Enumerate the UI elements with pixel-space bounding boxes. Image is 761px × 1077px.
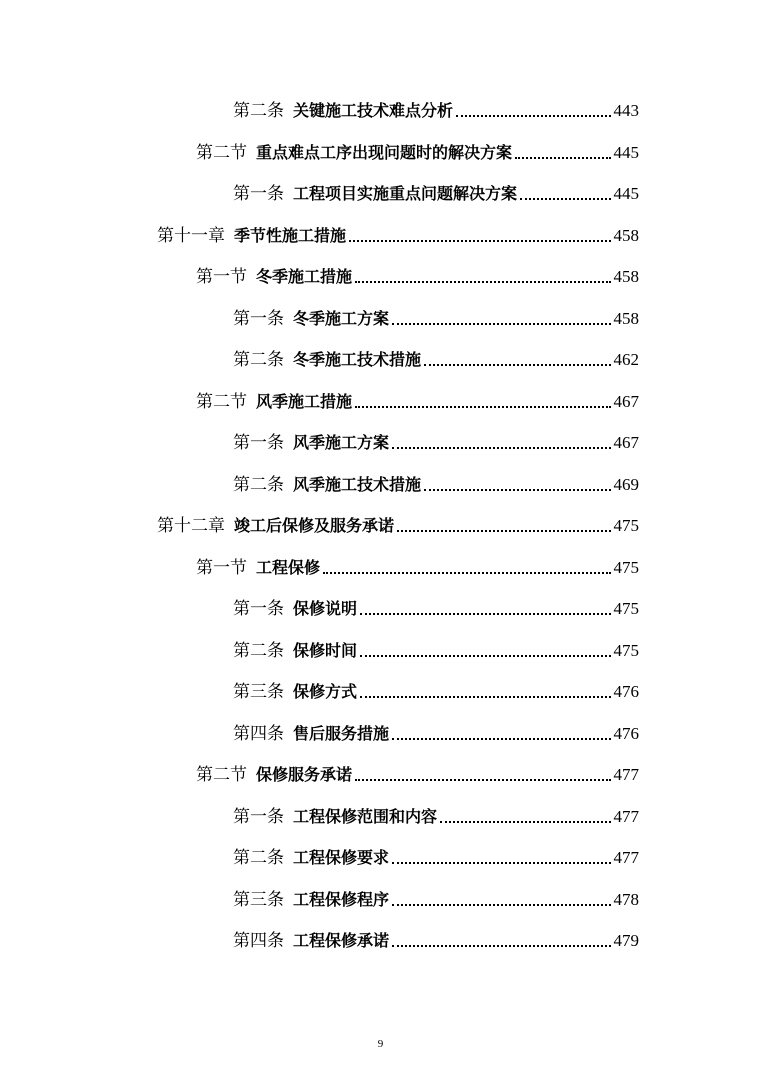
toc-entry[interactable] [157, 223, 639, 247]
toc-entry-title: 风季施工技术措施 [293, 475, 422, 494]
toc-entry-number: 第二条 [233, 848, 284, 868]
toc-entry[interactable] [233, 804, 639, 828]
toc-entry-page: 443 [613, 101, 639, 120]
toc-entry-number: 第一条 [233, 807, 284, 827]
toc-entry[interactable] [233, 306, 639, 330]
toc-entry-number: 第一节 [196, 267, 247, 287]
toc-entry-title: 冬季施工措施 [256, 267, 353, 286]
toc-entry-page: 458 [613, 309, 639, 328]
dot-leader [355, 779, 610, 781]
toc-entry-page: 445 [613, 184, 639, 203]
dot-leader [323, 572, 610, 574]
toc-entry-title: 保修说明 [293, 599, 358, 618]
toc-entry-page: 475 [613, 641, 639, 660]
toc-entry-number: 第十一章 [157, 226, 225, 246]
toc-entry-page: 467 [613, 392, 639, 411]
toc-entry-page: 475 [613, 558, 639, 577]
toc-entry[interactable] [196, 555, 639, 579]
toc-entry-page: 477 [613, 765, 639, 784]
toc-entry-title: 保修服务承诺 [256, 765, 353, 784]
toc-entry-number: 第二条 [233, 641, 284, 661]
toc-entry-number: 第三条 [233, 890, 284, 910]
toc-entry[interactable] [233, 887, 639, 911]
dot-leader [515, 157, 610, 159]
toc-entry[interactable] [233, 472, 639, 496]
toc-entry-page: 445 [613, 143, 639, 162]
toc-entry-page: 476 [613, 724, 639, 743]
toc-entry-page: 467 [613, 433, 639, 452]
toc-entry-page: 479 [613, 931, 639, 950]
toc-entry-number: 第一条 [233, 599, 284, 619]
toc-entry-number: 第四条 [233, 724, 284, 744]
dot-leader [355, 406, 610, 408]
toc-entry[interactable] [233, 928, 639, 952]
toc-entry-number: 第一节 [196, 558, 247, 578]
toc-entry-number: 第二条 [233, 350, 284, 370]
toc-entry[interactable] [157, 513, 639, 537]
toc-entry[interactable] [233, 98, 639, 122]
toc-entry-number: 第二条 [233, 475, 284, 495]
toc-entry-page: 475 [613, 516, 639, 535]
toc-entry-title: 工程项目实施重点问题解决方案 [293, 184, 518, 203]
toc-entry[interactable] [233, 845, 639, 869]
dot-leader [360, 613, 610, 615]
toc-entry-title: 冬季施工方案 [293, 309, 390, 328]
toc-entry-number: 第二节 [196, 392, 247, 412]
dot-leader [360, 696, 610, 698]
dot-leader [392, 945, 610, 947]
dot-leader [349, 240, 610, 242]
toc-entry[interactable] [233, 596, 639, 620]
toc-entry[interactable] [233, 721, 639, 745]
toc-entry-page: 476 [613, 682, 639, 701]
toc-entry-title: 工程保修承诺 [293, 931, 390, 950]
toc-entry-number: 第三条 [233, 682, 284, 702]
dot-leader [360, 655, 610, 657]
toc-entry-page: 478 [613, 890, 639, 909]
toc-entry-title: 工程保修程序 [293, 890, 390, 909]
toc-entry-title: 季节性施工措施 [234, 226, 347, 245]
toc-entry-page: 458 [613, 226, 639, 245]
dot-leader [456, 115, 610, 117]
dot-leader [424, 489, 610, 491]
toc-entry-title: 工程保修 [256, 558, 321, 577]
toc-entry[interactable] [233, 430, 639, 454]
toc-entry[interactable] [233, 347, 639, 371]
toc-entry[interactable] [196, 140, 639, 164]
toc-entry-title: 关键施工技术难点分析 [293, 101, 454, 120]
dot-leader [392, 738, 610, 740]
toc-entry-title: 工程保修要求 [293, 848, 390, 867]
toc-entry-number: 第一条 [233, 433, 284, 453]
toc-entry[interactable] [196, 264, 639, 288]
dot-leader [520, 198, 610, 200]
toc-entry-number: 第一条 [233, 309, 284, 329]
dot-leader [355, 281, 610, 283]
toc-entry-number: 第四条 [233, 931, 284, 951]
toc-entry-title: 工程保修范围和内容 [293, 807, 438, 826]
toc-entry-title: 风季施工措施 [256, 392, 353, 411]
dot-leader [392, 862, 610, 864]
toc-entry-number: 第十二章 [157, 516, 225, 536]
toc-entry-title: 售后服务措施 [293, 724, 390, 743]
toc-entry[interactable] [196, 389, 639, 413]
toc-entry-title: 冬季施工技术措施 [293, 350, 422, 369]
dot-leader [392, 323, 610, 325]
toc-entry-page: 462 [613, 350, 639, 369]
toc-entry-number: 第二条 [233, 101, 284, 121]
toc-entry-page: 469 [613, 475, 639, 494]
toc-entry-title: 竣工后保修及服务承诺 [234, 516, 395, 535]
toc-entry-number: 第二节 [196, 143, 247, 163]
toc-entry[interactable] [196, 762, 639, 786]
toc-entry-title: 重点难点工序出现问题时的解决方案 [256, 143, 513, 162]
dot-leader [440, 821, 610, 823]
dot-leader [397, 530, 610, 532]
toc-entry-title: 保修时间 [293, 641, 358, 660]
toc-entry-page: 458 [613, 267, 639, 286]
toc-entry[interactable] [233, 181, 639, 205]
toc-entry[interactable] [233, 679, 639, 703]
toc-entry-title: 保修方式 [293, 682, 358, 701]
toc-entry-page: 477 [613, 807, 639, 826]
toc-entry-page: 477 [613, 848, 639, 867]
toc-entry-title: 风季施工方案 [293, 433, 390, 452]
toc-entry-number: 第二节 [196, 765, 247, 785]
dot-leader [392, 447, 610, 449]
dot-leader [424, 364, 610, 366]
page-number: 9 [377, 1038, 384, 1050]
toc-entry[interactable] [233, 638, 639, 662]
toc-entry-page: 475 [613, 599, 639, 618]
dot-leader [392, 904, 610, 906]
toc-entry-number: 第一条 [233, 184, 284, 204]
